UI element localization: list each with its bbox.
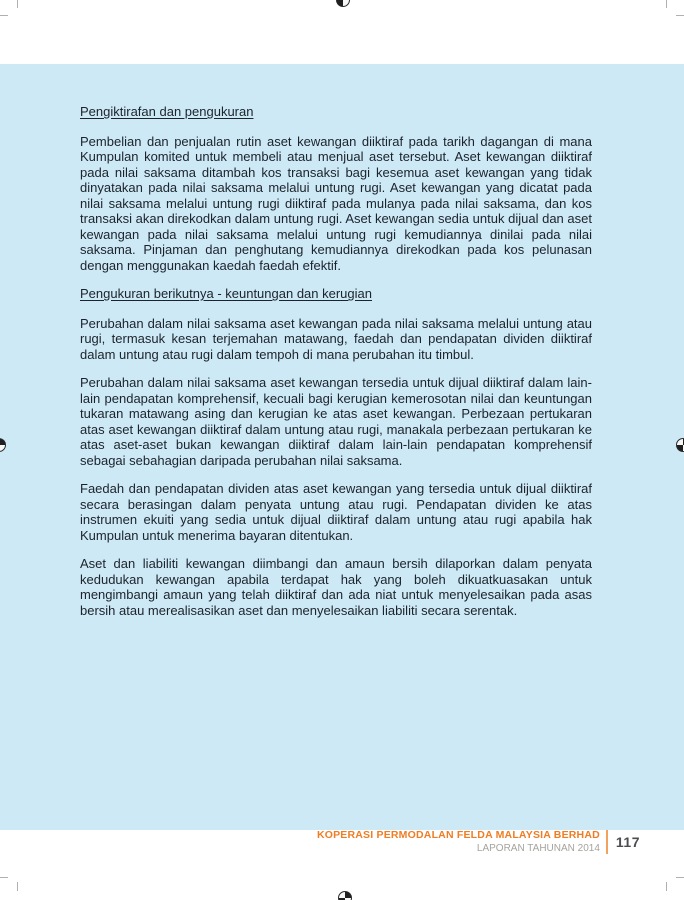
section-recognition-and-measurement (80, 104, 592, 273)
section-subsequent-measurement (80, 286, 592, 618)
paragraph: Perubahan dalam nilai saksama aset kewangan pada nilai saksama melalui untung atau rugi, termasuk kesan terjemahan matawang, faedah dan pendapatan dividen diiktiraf dalam untung atau rugi dalam tempoh di mana perubahan itu timbul. (80, 315, 592, 362)
crop-mark-bottom-right-icon (666, 882, 667, 891)
paragraph: Aset dan liabiliti kewangan diimbangi dan amaun bersih dilaporkan dalam penyata kedudukan kewangan apabila terdapat hak yang boleh dikuatkuasakan untuk mengimbangi amaun yang telah diiktiraf dan ada niat untuk menyelesaikan pada asas bersih atau merealisasikan aset dan menyelesaikan liabiliti secara serentak. (80, 556, 592, 618)
paragraph: Faedah dan pendapatan dividen atas aset kewangan yang tersedia untuk dijual diiktiraf secara berasingan dalam penyata untung atau rugi. Pendapatan dividen ke atas instrumen ekuiti yang sedia untuk dijual diiktiraf dalam untung atau rugi apabila hak Kumpulan untuk menerima bayaran ditentukan. (80, 481, 592, 543)
crop-mark-bottom-right-icon (676, 877, 684, 878)
paragraph: Perubahan dalam nilai saksama aset kewangan tersedia untuk dijual diiktiraf dalam lain-lain pendapatan komprehensif, kecuali bagi kerugian kemerosotan nilai dan keuntungan tukaran matawang asing dan kerugian ke atas aset kewangan. Perbezaan pertukaran atas aset kewangan diiktiraf dalam untung atau rugi, manakala perbezaan pertukaran ke atas aset-aset bukan kewangan diiktiraf dalam lain-lain pendapatan komprehensif sebagai sebahagian daripada perubahan nilai saksama. (80, 375, 592, 468)
crop-mark-bottom-left-icon (0, 877, 8, 878)
paragraph: Pembelian dan penjualan rutin aset kewangan diiktiraf pada tarikh dagangan di mana Kumpulan komited untuk membeli atau menjual aset tersebut. Aset kewangan diiktiraf pada nilai saksama ditambah kos transaksi bagi kesemua aset kewangan yang tidak dinyatakan pada nilai saksama melalui untung rugi. Aset kewangan yang dicatat pada nilai saksama melalui untung rugi diiktiraf pada mulanya pada nilai saksama, dan kos transaksi akan direkodkan dalam untung rugi. Aset kewangan sedia untuk dijual dan aset kewangan pada nilai saksama melalui untung rugi kemudiannya dinilai pada nilai saksama. Pinjaman dan penghutang kemudiannya direkodkan pada kos pelunasan dengan menggunakan kaedah faedah efektif. (80, 133, 592, 273)
crop-mark-bottom-left-icon (17, 882, 18, 891)
crop-mark-top-left-icon (0, 15, 8, 16)
crop-mark-top-left-icon (17, 0, 18, 8)
section-heading: Pengiktirafan dan pengukuran (80, 104, 254, 119)
footer-report-title: LAPORAN TAHUNAN 2014 (476, 843, 600, 854)
crop-mark-top-right-icon (666, 0, 667, 8)
page-footer (317, 830, 640, 854)
footer-text-block (317, 830, 600, 854)
footer-company-name: KOPERASI PERMODALAN FELDA MALAYSIA BERHAD (316, 829, 600, 841)
footer-divider (606, 830, 608, 854)
page-content (80, 104, 592, 631)
crop-mark-top-right-icon (676, 15, 684, 16)
registration-mark-top-icon (336, 0, 350, 7)
registration-mark-bottom-icon (338, 891, 352, 900)
registration-mark-right-icon (676, 438, 684, 452)
section-heading: Pengukuran berikutnya - keuntungan dan kerugian (80, 286, 372, 301)
page-number: 117 (615, 834, 640, 850)
